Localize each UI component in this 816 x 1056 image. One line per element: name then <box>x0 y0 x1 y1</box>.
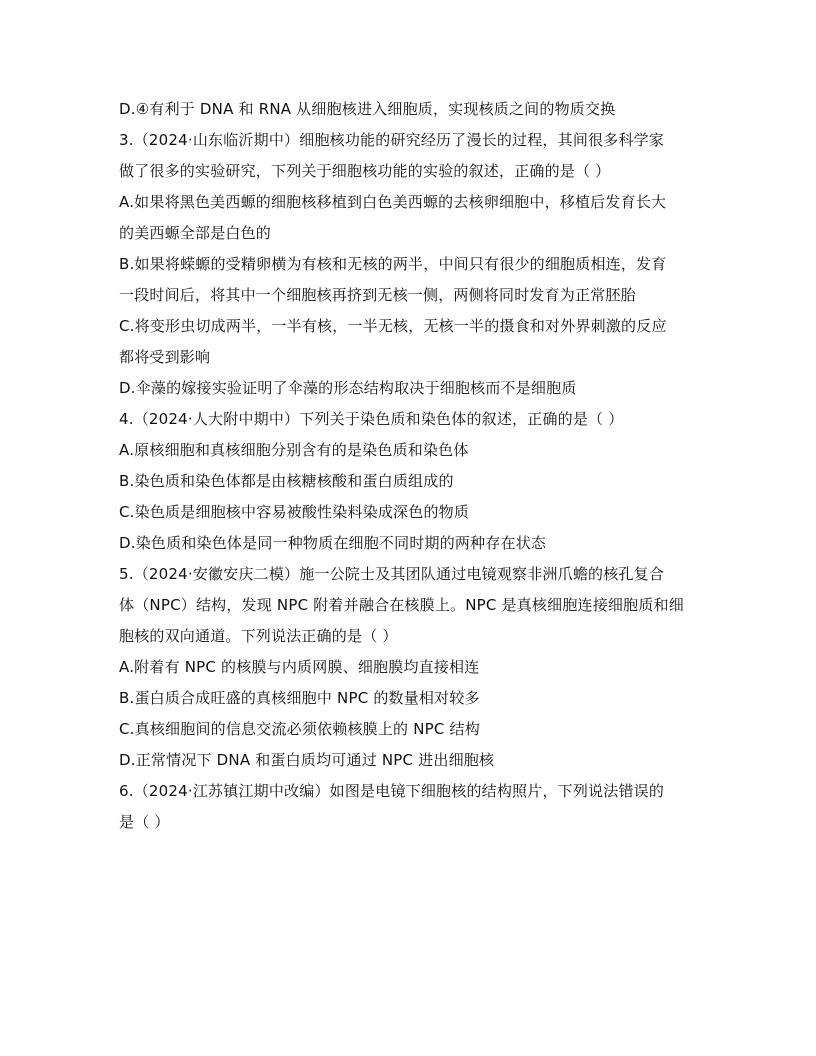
option-b: B.染色质和染色体都是由核糖核酸和蛋白质组成的 <box>119 472 454 490</box>
option-c: C.染色质是细胞核中容易被酸性染料染成深色的物质 <box>119 503 470 521</box>
question-6-stem: 6.（2024·江苏镇江期中改编）如图是电镜下细胞核的结构照片，下列说法错误的 <box>119 782 665 800</box>
document-page <box>119 94 699 838</box>
option-d: D.伞藻的嫁接实验证明了伞藻的形态结构取决于细胞核而不是细胞质 <box>119 379 577 397</box>
question-6-stem-cont: 是（ ） <box>119 813 170 831</box>
option-d: D.正常情况下 DNA 和蛋白质均可通过 NPC 进出细胞核 <box>119 751 495 769</box>
option-a: A.附着有 NPC 的核膜与内质网膜、细胞膜均直接相连 <box>119 658 480 676</box>
question-3-stem-cont: 做了很多的实验研究，下列关于细胞核功能的实验的叙述，正确的是（ ） <box>119 162 611 180</box>
option-b: B.如果将蝾螈的受精卵横为有核和无核的两半，中间只有很少的细胞质相连，发育 <box>119 255 667 273</box>
question-5-stem: 5.（2024·安徽安庆二模）施一公院士及其团队通过电镜观察非洲爪蟾的核孔复合 <box>119 565 665 583</box>
option-a-cont: 的美西螈全部是白色的 <box>119 224 272 242</box>
option-a: A.原核细胞和真核细胞分别含有的是染色质和染色体 <box>119 441 469 459</box>
option-a: A.如果将黑色美西螈的细胞核移植到白色美西螈的去核卵细胞中，移植后发育长大 <box>119 193 667 211</box>
question-5-stem-cont: 胞核的双向通道。下列说法正确的是（ ） <box>119 627 398 645</box>
option-c-cont: 都将受到影响 <box>119 348 211 366</box>
option-d: D.染色质和染色体是同一种物质在细胞不同时期的两种存在状态 <box>119 534 547 552</box>
option-b: B.蛋白质合成旺盛的真核细胞中 NPC 的数量相对较多 <box>119 689 480 707</box>
option-c: C.将变形虫切成两半，一半有核，一半无核，无核一半的摄食和对外界刺激的反应 <box>119 317 667 335</box>
option-c: C.真核细胞间的信息交流必须依赖核膜上的 NPC 结构 <box>119 720 480 738</box>
question-3-stem: 3.（2024·山东临沂期中）细胞核功能的研究经历了漫长的过程，其间很多科学家 <box>119 131 665 149</box>
option-line: D.④有利于 DNA 和 RNA 从细胞核进入细胞质，实现核质之间的物质交换 <box>119 100 616 118</box>
question-4-stem: 4.（2024·人大附中期中）下列关于染色质和染色体的叙述，正确的是（ ） <box>119 410 624 428</box>
question-5-stem-cont: 体（NPC）结构，发现 NPC 附着并融合在核膜上。NPC 是真核细胞连接细胞质和细 <box>119 596 684 614</box>
option-b-cont: 一段时间后，将其中一个细胞核再挤到无核一侧，两侧将同时发育为正常胚胎 <box>119 286 636 304</box>
